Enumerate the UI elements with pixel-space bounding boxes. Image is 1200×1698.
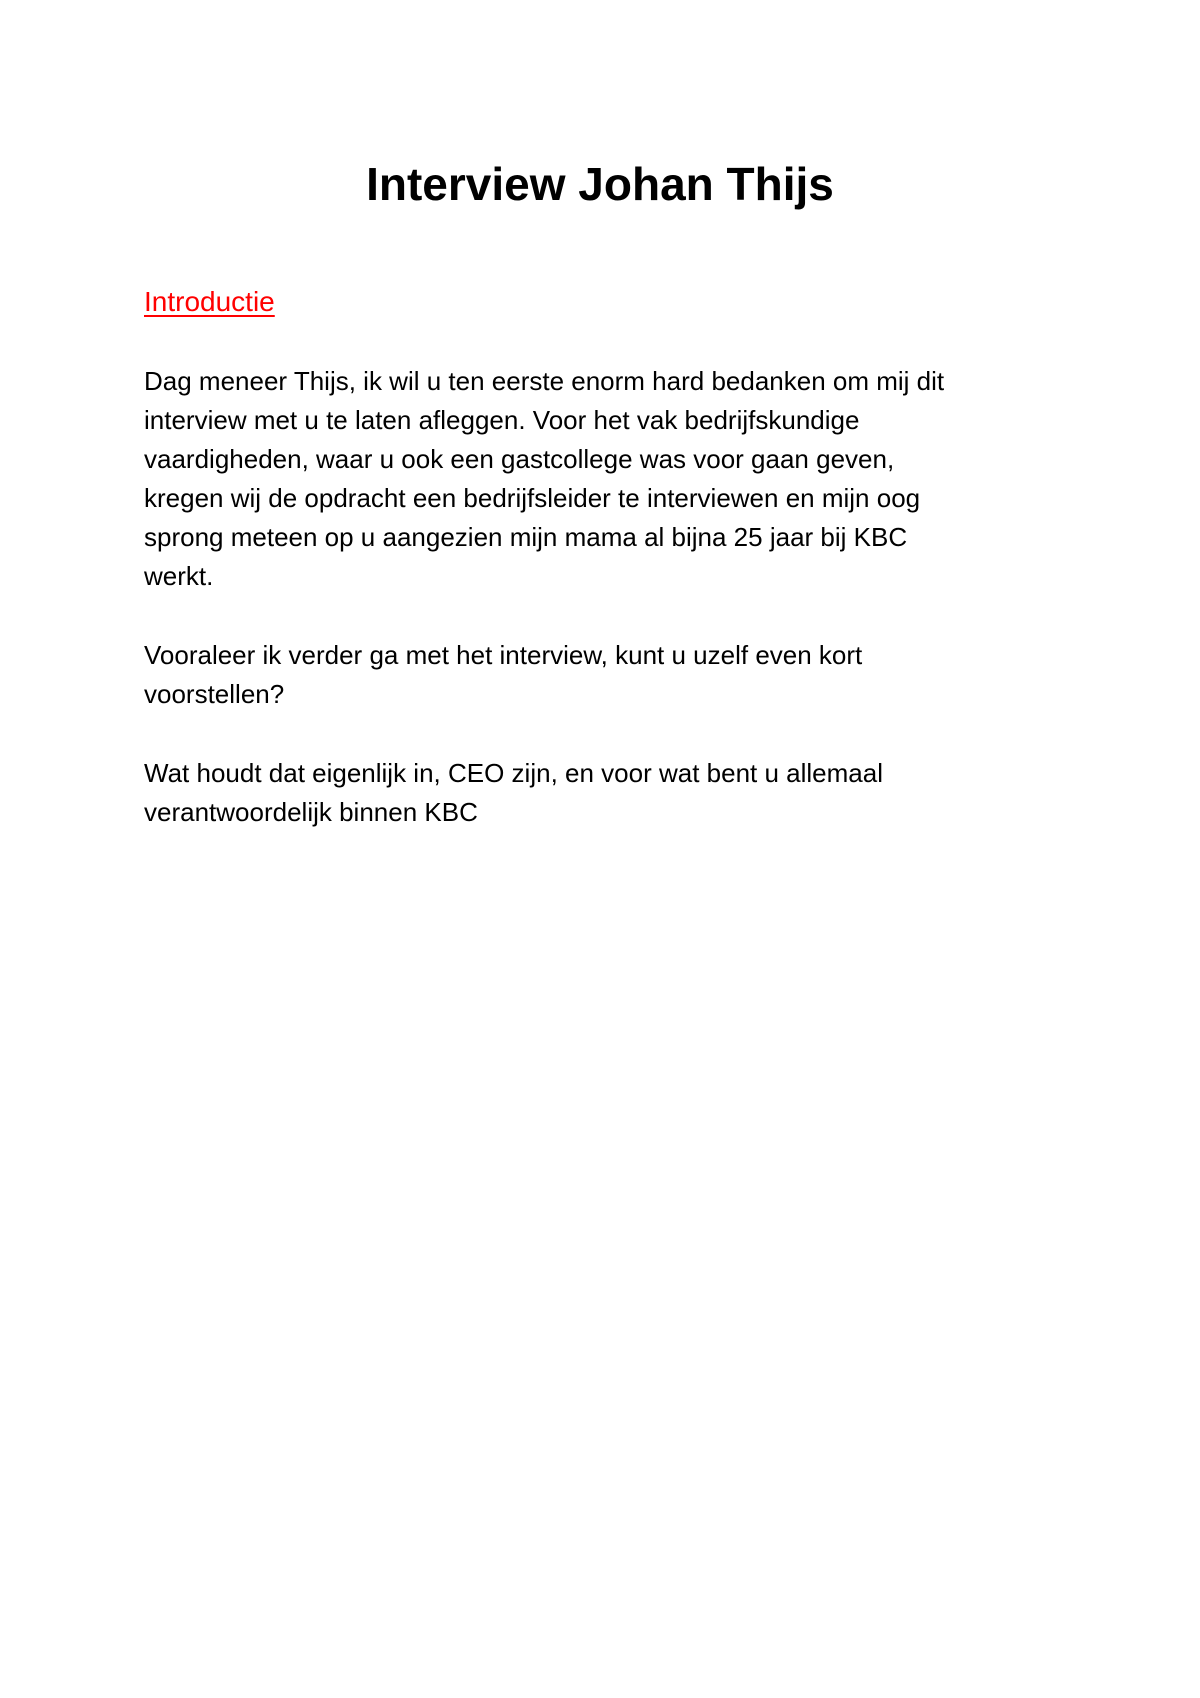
- paragraph-line: kregen wij de opdracht een bedrijfsleider te interviewen en mijn oog: [144, 483, 921, 513]
- paragraph-line: Vooraleer ik verder ga met het interview, kunt u uzelf even kort: [144, 640, 863, 670]
- paragraph-line: verantwoordelijk binnen KBC: [144, 797, 478, 827]
- paragraph-question-introduce: [144, 636, 1084, 714]
- paragraph-question-ceo-role: [144, 754, 1084, 832]
- paragraph-introduction: [144, 362, 1084, 596]
- document-body: [144, 282, 1084, 872]
- section-heading-introductie: Introductie: [144, 286, 275, 317]
- paragraph-line: werkt.: [144, 561, 214, 591]
- document-title: Interview Johan Thijs: [366, 158, 834, 210]
- paragraph-line: Wat houdt dat eigenlijk in, CEO zijn, en voor wat bent u allemaal: [144, 758, 883, 788]
- paragraph-line: Dag meneer Thijs, ik wil u ten eerste enorm hard bedanken om mij dit: [144, 366, 945, 396]
- paragraph-line: sprong meteen op u aangezien mijn mama al bijna 25 jaar bij KBC: [144, 522, 908, 552]
- paragraph-line: voorstellen?: [144, 679, 285, 709]
- paragraph-line: vaardigheden, waar u ook een gastcollege was voor gaan geven,: [144, 444, 895, 474]
- paragraph-line: interview met u te laten afleggen. Voor het vak bedrijfskundige: [144, 405, 860, 435]
